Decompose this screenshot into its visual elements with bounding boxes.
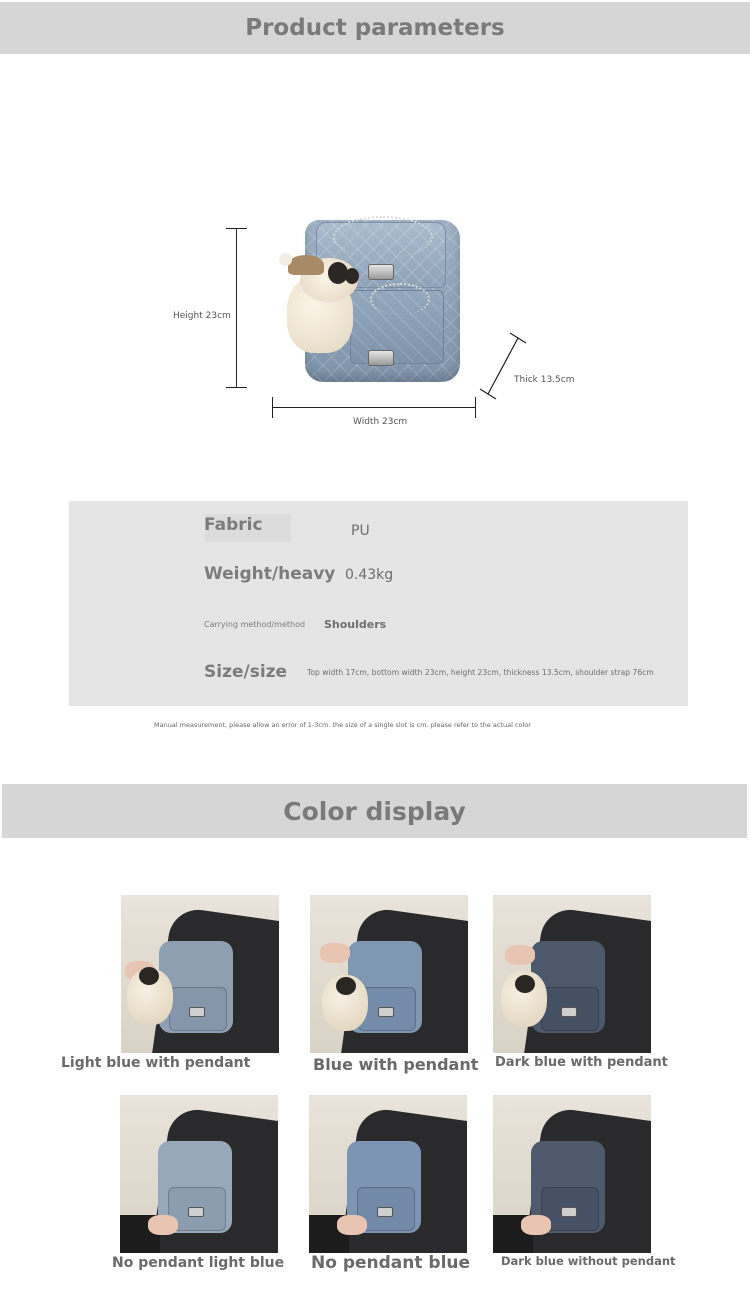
- color-label-blue-pendant: Blue with pendant: [313, 1055, 479, 1074]
- color-thumb-blue-no-pendant[interactable]: [309, 1095, 467, 1253]
- product-parameters-title: Product parameters: [245, 15, 505, 41]
- thumb-bear-face: [515, 975, 535, 993]
- color-display-banner: [2, 784, 747, 838]
- width-tick-right: [475, 397, 476, 418]
- thumb-hand: [521, 1215, 551, 1235]
- param-value-weight: 0.43kg: [345, 567, 394, 583]
- thumb-clasp: [189, 1007, 205, 1017]
- height-tick-top: [226, 228, 247, 229]
- param-value-carrying: Shoulders: [324, 618, 387, 631]
- height-tick-bottom: [226, 387, 247, 388]
- param-value-size: Top width 17cm, bottom width 23cm, height 23cm, thickness 13.5cm, shoulder strap 76cm: [307, 668, 654, 677]
- thumb-clasp: [561, 1207, 577, 1217]
- thick-label: Thick 13.5cm: [514, 375, 575, 385]
- color-label-dark-blue-no-pendant: Dark blue without pendant: [501, 1254, 676, 1268]
- color-display-title: Color display: [283, 796, 466, 826]
- param-key-fabric: Fabric: [204, 515, 263, 535]
- thumb-clasp: [377, 1207, 393, 1217]
- color-thumb-dark-blue-pendant[interactable]: [493, 895, 651, 1053]
- pocket-chain: [370, 283, 430, 315]
- param-key-carrying: Carrying method/method: [204, 620, 306, 629]
- thumb-hand: [320, 943, 350, 963]
- thumb-hand: [337, 1215, 367, 1235]
- color-thumb-light-blue-pendant[interactable]: [121, 895, 279, 1053]
- product-parameters-banner: [0, 2, 750, 54]
- pocket-clasp: [368, 350, 394, 366]
- flap-clasp: [368, 264, 394, 280]
- thumb-bear-face: [139, 967, 159, 985]
- bear-hat-pompom: [279, 253, 292, 266]
- thumb-hand: [505, 945, 535, 965]
- color-thumb-blue-pendant[interactable]: [310, 895, 468, 1053]
- color-label-blue-no-pendant: No pendant blue: [311, 1253, 471, 1273]
- parameter-table: [69, 501, 688, 706]
- width-tick-left: [272, 397, 273, 418]
- bear-hat: [288, 255, 324, 275]
- thumb-hand: [148, 1215, 178, 1235]
- height-label: Height 23cm: [173, 311, 231, 321]
- param-value-fabric: PU: [351, 523, 370, 539]
- thick-dimension-line: [478, 330, 528, 402]
- thumb-clasp: [188, 1207, 204, 1217]
- width-label: Width 23cm: [353, 417, 408, 427]
- bear-ear-right: [345, 268, 359, 284]
- thumb-clasp: [561, 1007, 577, 1017]
- color-label-dark-blue-pendant: Dark blue with pendant: [495, 1055, 668, 1070]
- color-label-light-blue-pendant: Light blue with pendant: [61, 1055, 251, 1071]
- param-key-size: Size/size: [204, 662, 288, 682]
- param-key-weight: Weight/heavy: [204, 564, 336, 584]
- color-thumb-dark-blue-no-pendant[interactable]: [493, 1095, 651, 1253]
- height-dimension-line: [236, 228, 237, 388]
- chain-strap: [333, 216, 433, 258]
- width-dimension-line: [272, 407, 476, 408]
- color-label-light-blue-no-pendant: No pendant light blue: [112, 1255, 285, 1271]
- thumb-clasp: [378, 1007, 394, 1017]
- measurement-note: Manual measurement, please allow an error of 1-3cm. the size of a single slot is cm. please refer to the actual color: [154, 721, 531, 729]
- color-thumb-light-blue-no-pendant[interactable]: [120, 1095, 278, 1253]
- thumb-bear-face: [336, 977, 356, 995]
